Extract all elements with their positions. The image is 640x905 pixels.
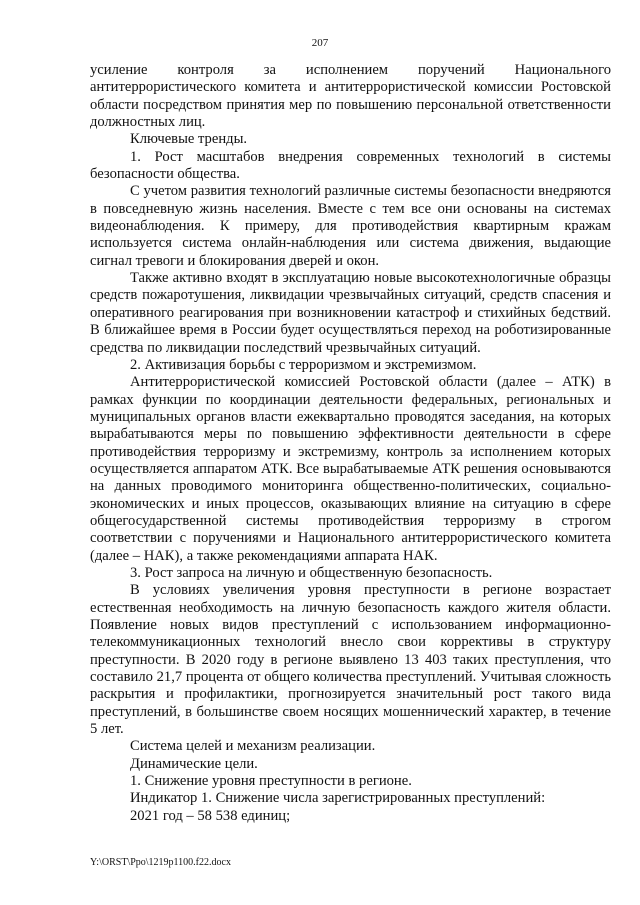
paragraph-indicator-1: Индикатор 1. Снижение числа зарегистрированных преступлений: [130,790,546,807]
paragraph: Антитеррористической комиссией Ростовской области (далее – АТК) в рамках функции по координации деятельности федеральных, региональных и муниципальных органов власти ежеквартально проводятся заседания, на которых вырабатываются меры по повышению эффективности деятельности в сфере противодействия терроризму и экстремизму, контроль за исполнением которых осуществляется аппаратом АТК. Все вырабатываемые АТК решения основываются на данных проводимого мониторинга общественно-политических, социально-экономических и иных процессов, оказывающих влияние на ситуацию в сфере общегосударственной системы противодействия терроризму в строгом соответствии с поручениями и Национального антитеррористического комитета (далее – НАК), а также рекомендациями аппарата НАК. [90,374,611,564]
paragraph: С учетом развития технологий различные системы безопасности внедряются в повседневную жизнь населения. Вместе с тем все они основаны на системах видеонаблюдения. К примеру, для противодействия квартирным кражам используется система онлайн-наблюдения или система движения, выдающие сигнал тревоги и блокирования дверей и окон. [90,183,611,269]
footer-file-path: Y:\ORST\Ppo\1219p1100.f22.docx [90,857,231,868]
paragraph-heading-goals: Система целей и механизм реализации. [130,738,376,755]
paragraph-heading-dynamic-goals: Динамические цели. [130,755,258,772]
paragraph: В условиях увеличения уровня преступности в регионе возрастает естественная необходимость на личную безопасность каждого жителя области. Появление новых видов преступлений с использованием информационно-телекоммуникационных технологий внесло свои коррективы в структуру преступности. В 2020 году в регионе выявлено 13 403 таких преступления, что составило 21,7 процента от общего количества преступлений. Учитывая сложность раскрытия и профилактики, прогнозируется значительный рост такого вида преступлений, в большинстве своем носящих мошеннический характер, в течение 5 лет. [90,582,611,738]
paragraph-heading-trends: Ключевые тренды. [130,131,248,148]
paragraph: Также активно входят в эксплуатацию новые высокотехнологичные образцы средств пожаротушения, ликвидации чрезвычайных ситуаций, средств спасения и оперативного реагирования при возникновении катастроф и стихийных бедствий. В ближайшее время в России будет осуществляться переход на роботизированные средства по ликвидации последствий чрезвычайных ситуаций. [90,270,611,356]
document-body [90,62,611,825]
page-number: 207 [311,37,329,49]
paragraph-trend-3: 3. Рост запроса на личную и общественную безопасность. [130,564,493,581]
paragraph-trend-1: 1. Рост масштабов внедрения современных технологий в системы безопасности общества. [90,148,611,183]
paragraph-trend-2: 2. Активизация борьбы с терроризмом и экстремизмом. [130,356,477,373]
paragraph-indicator-value: 2021 год – 58 538 единиц; [130,807,291,824]
paragraph-continuation: усиление контроля за исполнением поручений Национального антитеррористического комитета и антитеррористической комиссии Ростовской области посредством принятия мер по повышению персональной ответственности должностных лиц. [90,62,611,131]
paragraph-goal-1: 1. Снижение уровня преступности в регионе. [130,773,412,790]
